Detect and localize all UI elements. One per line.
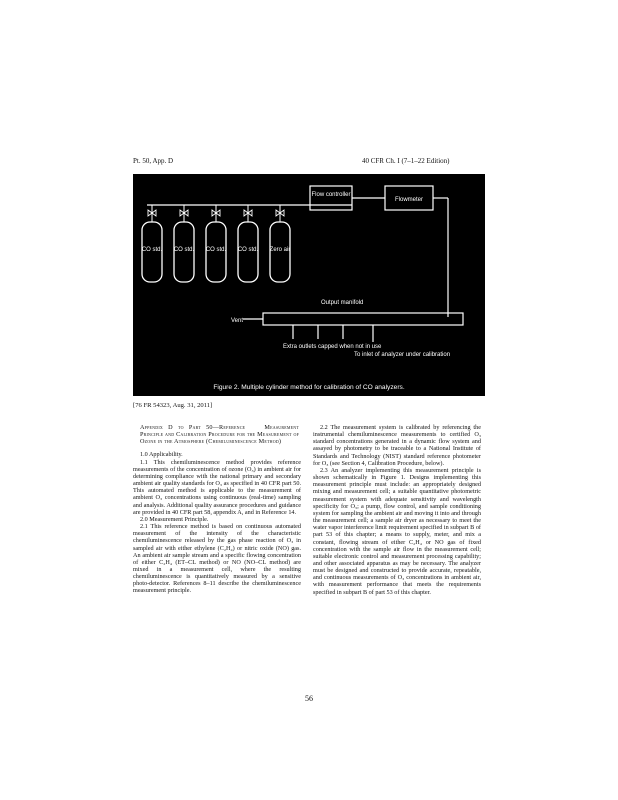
calibration-figure — [133, 174, 485, 396]
cylinder-label-4: CO std. — [237, 247, 259, 253]
vent-label: Vent — [231, 318, 244, 324]
paragraph: 2.2 The measurement system is calibrated by referencing the instrumental chemiluminescence measurements to certified O₃ standard concentrations generated in a dynamic flow system and assayed by photometry to be traceable to a National Institute of Standards and Technology (NIST) standard reference photometer for O₃ (see Section 4, Calibration Procedure, below). — [313, 424, 481, 467]
running-header-right: 40 CFR Ch. I (7–1–22 Edition) — [362, 157, 450, 165]
appendix-title-line2: Measurement Principle and Calibration Procedure for the Measurement of Ozone in the Atmosphere (Chemiluminescence Method) — [140, 424, 299, 446]
flow-controller-label — [311, 192, 350, 198]
flow-controller-line1: Flow controller — [311, 192, 351, 198]
cylinder-zero-air — [270, 205, 290, 282]
left-column — [133, 424, 301, 595]
citation: [76 FR 54323, Aug. 31, 2011] — [133, 402, 213, 409]
cylinder-label-1: CO std. — [141, 247, 163, 253]
output-manifold-label: Output manifold — [321, 300, 364, 306]
paragraph: 2.1 This reference method is based on continuous automated measurement of the intensity of the characteristic chemiluminescence released by the gas phase reaction of O₃ in sampled air with either ethylene (C₂H₄) or nitric oxide (NO) gas. An ambient air sample stream and a specific flowing concentration of either C₂H₄ (ET–CL method) or NO (NO–CL method) are mixed in a measurement cell, where the resulting chemiluminescence is quantitatively measured by a sensitive photo-detector. References 8–11 describe the chemiluminescence measurement principle. — [133, 523, 301, 595]
paragraph: 2.3 An analyzer implementing this measurement principle is shown schematically in Figure 1. Designs implementing this measurement principle must include: an appropriately designed mixing and measurement cell; a suitable quantitative photometric measurement system with adequate sensitivity and wavelength specificity for O₃; a pump, flow control, and sample conditioning system for sampling the ambient air and moving it into and through the measurement cell; a sample air dryer as necessary to meet the water vapor interference limit requirement specified in subpart B of part 53 of this chapter; a means to supply, meter, and mix a constant, flowing stream of either C₂H₄ or NO gas of fixed concentration with the sample air flow in the measurement cell; suitable electronic control and measurement processing capability; and other associated apparatus as may be necessary. The analyzer must be designed and constructed to provide accurate, repeatable, and continuous measurements of O₃ concentrations in ambient air, with measurement performance that meets the requirements specified in subpart B of part 53 of this chapter. — [313, 466, 481, 596]
extra-outlets-label: Extra outlets capped when not in use — [283, 344, 382, 350]
right-column — [313, 424, 481, 596]
cylinder-label-5: Zero air — [269, 247, 291, 253]
page-number: 56 — [305, 694, 313, 703]
figure-diagram — [133, 174, 485, 396]
cylinder-co-std-4 — [238, 205, 258, 282]
flow-controller-box — [310, 186, 352, 210]
flowmeter-label: Flowmeter — [394, 197, 424, 203]
paragraph: 1.1 This chemiluminescence method provides reference measurements of the concentration of ozone (O₃) in ambient air for determining compliance with the national primary and secondary ambient air quality standards for O₃ as specified in 40 CFR part 50. This automated method is applicable to the measurement of ambient O₃ concentrations using continuous (real-time) sampling and analysis. Additional quality assurance procedures and guidance are provided in 40 CFR part 58, appendix A, and in Reference 14. — [133, 458, 301, 516]
cylinder-co-std-2 — [174, 205, 194, 282]
cylinder-co-std-1 — [142, 205, 162, 282]
paragraph: 2.0 Measurement Principle. — [140, 515, 209, 523]
figure-caption: Figure 2. Multiple cylinder method for calibration of CO analyzers. — [213, 384, 405, 391]
appendix-title-line1: Appendix D to Part 50—Reference — [140, 424, 246, 431]
appendix-title — [133, 424, 301, 445]
cylinder-co-std-3 — [206, 205, 226, 282]
inlet-label: To inlet of analyzer under calibration — [354, 352, 451, 358]
running-header-left: Pt. 50, App. D — [133, 157, 174, 165]
cylinder-label-3: CO std. — [205, 247, 227, 253]
cylinder-label-2: CO std. — [173, 247, 195, 253]
output-manifold — [263, 313, 463, 325]
paragraph: 1.0 Applicability. — [140, 451, 183, 459]
